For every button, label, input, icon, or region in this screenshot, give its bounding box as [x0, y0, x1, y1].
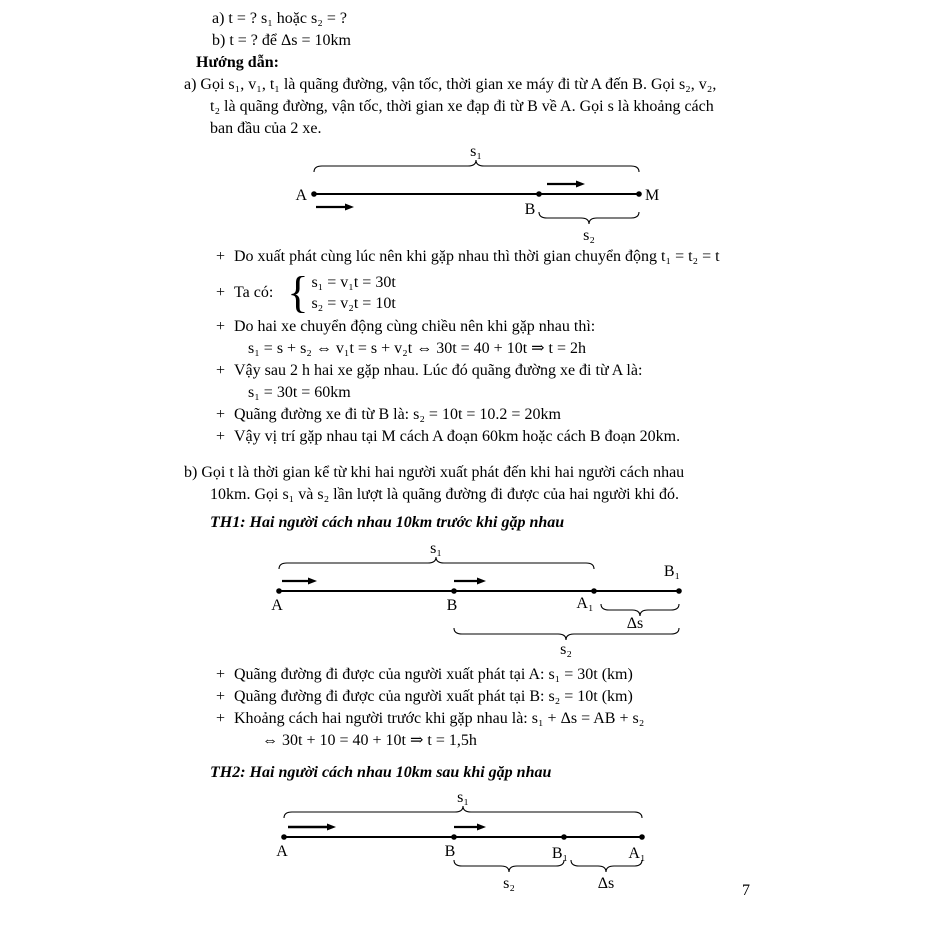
d3-s2-brace — [454, 860, 564, 872]
d1-B-label: B — [524, 201, 536, 218]
part-a-intro-line-3: ban đầu của 2 xe. — [210, 120, 322, 137]
d2-B-label: B — [446, 597, 458, 614]
bullet-after-2h — [216, 360, 804, 382]
cases-left-brace: { — [287, 268, 309, 317]
bullet-marker: + — [216, 318, 226, 335]
d1-A-label: A — [295, 187, 307, 204]
bullet-case1-sB — [216, 686, 804, 708]
part-b-intro-line-2: 10km. Gọi s₁ và s₂ lần lượt là quãng đường đi được của hai người khi đó. — [210, 486, 679, 503]
d2-top-brace — [279, 557, 594, 569]
bullet-case1-sA — [216, 664, 804, 686]
bullet-conclusion-a-text: Vậy vị trí gặp nhau tại M cách A đoạn 60km hoặc cách B đoạn 20km. — [234, 428, 681, 445]
bullet-case1-distance — [216, 708, 804, 730]
bullet-conclusion-a — [216, 426, 804, 448]
bullet-sync — [216, 246, 804, 268]
d3-top-brace — [284, 806, 642, 818]
document-content — [184, 8, 804, 894]
d1-point-B — [536, 191, 542, 197]
d1-point-M — [636, 191, 642, 197]
d3-point-A — [281, 834, 287, 840]
d3-s1-label: s₁ — [457, 790, 469, 806]
d3-velocity1-arrowhead — [327, 824, 336, 831]
d1-s1-label: s₁ — [470, 144, 482, 160]
bullet-marker: + — [216, 710, 226, 727]
d1-M-label: M — [645, 187, 660, 204]
bullet-marker: + — [216, 284, 226, 301]
d2-velocity1-arrowhead — [308, 578, 317, 585]
d2-A1-label: A₁ — [576, 595, 594, 612]
d2-point-A1 — [591, 588, 597, 594]
d1-top-brace — [314, 160, 639, 172]
bullet-after-2h-text: Vậy sau 2 h hai xe gặp nhau. Lúc đó quãng đường xe đi từ A là: — [234, 362, 643, 379]
d2-A-label: A — [271, 597, 283, 614]
part-b-intro — [184, 462, 804, 506]
guide-heading: Hướng dẫn: — [196, 54, 279, 71]
case-equation-2: s₂ = v₂t = 10t — [311, 295, 396, 312]
bullet-distance-from-B — [216, 404, 804, 426]
d1-point-A — [311, 191, 317, 197]
bullet-ta-co — [216, 270, 804, 316]
ta-co-label: Ta có: — [234, 284, 274, 301]
d3-ds-label: Δs — [597, 875, 615, 892]
d2-point-B1 — [676, 588, 682, 594]
bullet-marker: + — [216, 666, 226, 683]
part-b-intro-line-1: b) Gọi t là thời gian kể từ khi hai người xuất phát đến khi hai người cách nhau — [184, 464, 685, 481]
d2-s2-label: s₂ — [560, 641, 572, 658]
bullet-sync-text: Do xuất phát cùng lúc nên khi gặp nhau thì thời gian chuyển động t₁ = t₂ = t — [234, 248, 720, 265]
diagram-case-1 — [269, 540, 699, 658]
question-line-a: a) t = ? s₁ hoặc s₂ = ? — [212, 10, 347, 27]
bullet-distance-from-B-text: Quãng đường xe đi từ B là: s₂ = 10t = 10.2 = 20km — [234, 406, 561, 423]
case2-heading: TH2: Hai người cách nhau 10km sau khi gặp nhau — [210, 764, 552, 781]
equation-meet: s₁ = s + s₂ ⇔ v₁t = s + v₂t ⇔ 30t = 40 + 10t ⇒ t = 2h — [248, 340, 587, 357]
bullet-marker: + — [216, 362, 226, 379]
d3-A1-label: A₁ — [628, 845, 646, 862]
bullet-marker: + — [216, 248, 226, 265]
d2-velocity2-arrowhead — [477, 578, 486, 585]
d2-point-A — [276, 588, 282, 594]
bullet-marker: + — [216, 406, 226, 423]
d1-velocity1-arrowhead — [345, 204, 354, 211]
equation-case1-result: ⇔ 30t + 10 = 40 + 10t ⇒ t = 1,5h — [262, 732, 477, 749]
d1-velocity2-arrowhead — [576, 181, 585, 188]
equation-s1-result: s₁ = 30t = 60km — [248, 384, 351, 401]
d3-point-B1 — [561, 834, 567, 840]
bullet-marker: + — [216, 688, 226, 705]
bullet-case1-sB-text: Quãng đường đi được của người xuất phát tại B: s₂ = 10t (km) — [234, 688, 633, 705]
d3-B1-label: B₁ — [551, 845, 569, 862]
d3-A-label: A — [276, 843, 288, 860]
d2-s2-brace — [454, 628, 679, 640]
d3-point-A1 — [639, 834, 645, 840]
d3-velocity2-arrowhead — [477, 824, 486, 831]
part-a-intro-line-1: a) Gọi s₁, v₁, t₁ là quãng đường, vận tốc, thời gian xe máy đi từ A đến B. Gọi s₂, v₂, — [184, 76, 717, 93]
d3-s2-label: s₂ — [503, 875, 515, 892]
bullet-same-direction-text: Do hai xe chuyển động cùng chiều nên khi gặp nhau thì: — [234, 318, 596, 335]
diagram-case-2 — [274, 790, 669, 894]
bullet-case1-sA-text: Quãng đường đi được của người xuất phát tại A: s₁ = 30t (km) — [234, 666, 633, 683]
diagram-part-a — [294, 144, 674, 244]
part-a-intro-line-2: t₂ là quãng đường, vận tốc, thời gian xe đạp đi từ B về A. Gọi s là khoảng cách — [210, 98, 714, 115]
d2-point-B — [451, 588, 457, 594]
page-number: 7 — [742, 882, 750, 899]
question-line-b: b) t = ? để Δs = 10km — [212, 32, 351, 49]
d1-s2-label: s₂ — [583, 227, 595, 244]
part-a-intro — [184, 74, 804, 140]
bullet-case1-distance-text: Khoảng cách hai người trước khi gặp nhau là: s₁ + Δs = AB + s₂ — [234, 710, 645, 727]
d2-s1-label: s₁ — [430, 540, 442, 557]
d2-B1-label: B₁ — [663, 563, 681, 580]
d1-bottom-brace — [539, 212, 639, 224]
case-equation-1: s₁ = v₁t = 30t — [311, 274, 396, 291]
cases-equations — [311, 272, 395, 314]
bullet-same-direction — [216, 316, 804, 338]
d2-ds-label: Δs — [626, 615, 644, 632]
case1-heading: TH1: Hai người cách nhau 10km trước khi gặp nhau — [210, 514, 565, 531]
bullet-marker: + — [216, 428, 226, 445]
d3-point-B — [451, 834, 457, 840]
d3-B-label: B — [444, 843, 456, 860]
